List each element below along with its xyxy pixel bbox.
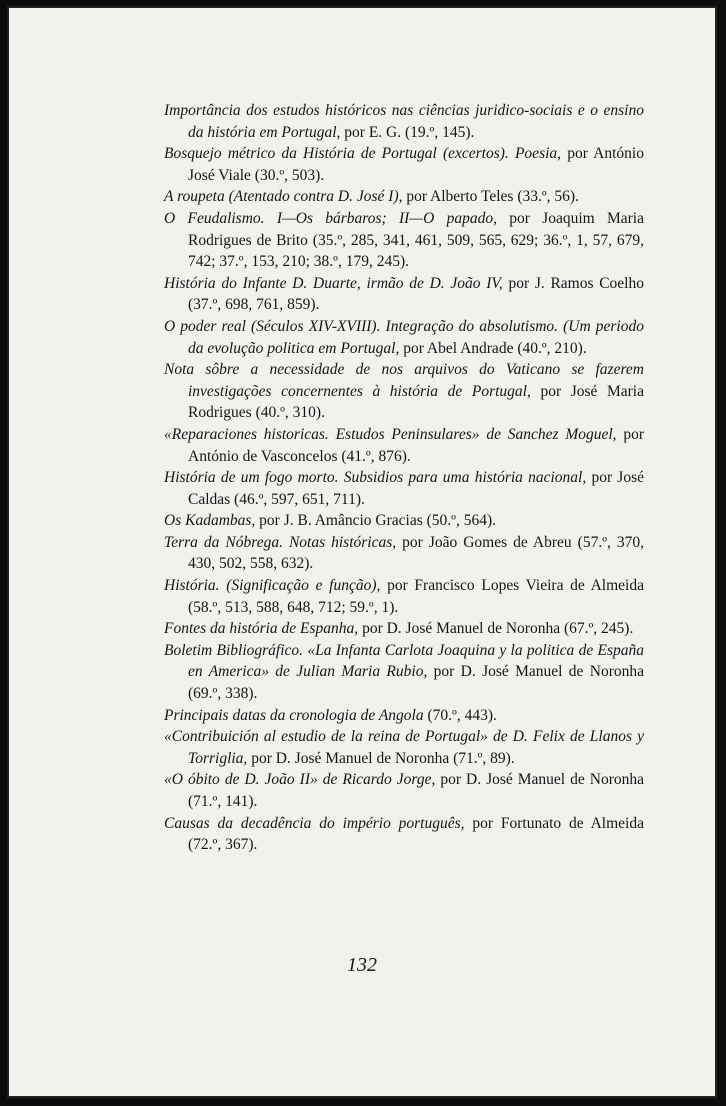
bibliography-entry: [164, 510, 644, 532]
bibliography-entry: [164, 100, 644, 143]
entry-details: por J. Ramos Coelho (37.º, 698, 761, 859).: [188, 274, 644, 314]
entry-details: por E. G. (19.º, 145).: [340, 123, 475, 141]
page: [7, 6, 717, 1098]
entry-title: Terra da Nóbrega. Notas históricas,: [164, 533, 397, 551]
bibliography-entry: [164, 726, 644, 769]
entry-title: Bosquejo métrico da História de Portugal (excertos). Poesia,: [164, 145, 562, 163]
entry-title: Principais datas da cronologia de Angola: [164, 706, 424, 724]
bibliography-entry: [164, 143, 644, 186]
entry-title: Causas da decadência do império português,: [164, 814, 465, 832]
bibliography-entry: [164, 273, 644, 316]
entry-title: Os Kadambas,: [164, 512, 256, 530]
bibliography-entry: [164, 618, 644, 640]
entry-details: por Abel Andrade (40.º, 210).: [399, 339, 587, 357]
entry-details: por João Gomes de Abreu (57.º, 370, 430, 502, 558, 632).: [188, 533, 645, 573]
bibliography-entry: [164, 640, 644, 705]
bibliography-entry: [164, 186, 644, 208]
entry-details: por Francisco Lopes Vieira de Almeida (58.º, 513, 588, 648, 712; 59.º, 1).: [188, 577, 644, 616]
entry-title: O poder real (Séculos XIV-XVIII). Integração do absolutismo. (Um periodo da evolução politica em Portugal,: [164, 317, 644, 357]
bibliography-entry: [164, 359, 644, 424]
bibliography-entry: [164, 705, 644, 727]
entry-details: por D. José Manuel de Noronha (71.º, 89).: [247, 749, 515, 767]
entry-details: por António José Viale (30.º, 503).: [188, 145, 644, 184]
entry-details: por D. José Manuel de Noronha (67.º, 245).: [358, 620, 634, 638]
bibliography-entry: [164, 532, 644, 575]
entry-details: (70.º, 443).: [423, 706, 497, 724]
entry-title: História. (Significação e função),: [164, 577, 381, 595]
bibliography-entry: [164, 467, 644, 510]
entry-title: «Contribuición al estudio de la reina de Portugal» de D. Felix de Llanos y Torriglia,: [164, 728, 644, 767]
bibliography-entry: [164, 769, 644, 812]
entry-details: por José Caldas (46.º, 597, 651, 711).: [188, 469, 645, 508]
entry-details: por António de Vasconcelos (41.º, 876).: [188, 425, 644, 465]
entry-title: História de um fogo morto. Subsidios para uma história nacional,: [164, 469, 587, 487]
bibliography-entry: [164, 208, 644, 273]
entry-title: Nota sôbre a necessidade de nos arquivos do Vaticano se fazerem investigações concernentes à história de Portugal,: [164, 361, 644, 400]
bibliography-entry: [164, 575, 644, 618]
entry-details: por D. José Manuel de Noronha (71.º, 141).: [188, 771, 644, 810]
entry-title: A roupeta (Atentado contra D. José I),: [164, 188, 403, 206]
entry-details: por José Maria Rodrigues (40.º, 310).: [188, 382, 644, 422]
bibliography-entry: [164, 424, 644, 467]
entry-details: por Alberto Teles (33.º, 56).: [402, 188, 579, 206]
page-number: 132: [347, 954, 377, 976]
entry-details: por D. José Manuel de Noronha (69.º, 338).: [188, 663, 644, 703]
entry-title: Fontes da história de Espanha,: [164, 620, 359, 638]
entry-details: por Joaquim Maria Rodrigues de Brito (35.º, 285, 341, 461, 509, 565, 629; 36.º, 1, 57, 679, 742; 37.º, 153, 210; 38.º, 179, 245).: [188, 209, 644, 271]
entry-title: «O óbito de D. João II» de Ricardo Jorge,: [164, 771, 436, 789]
entry-title: O Feudalismo. I—Os bárbaros; II—O papado,: [164, 209, 497, 227]
entry-title: História do Infante D. Duarte, irmão de D. João IV,: [164, 274, 503, 292]
bibliography-entry: [164, 813, 644, 856]
entry-title: Boletim Bibliográfico. «La Infanta Carlota Joaquina y la politica de España en America» de Julian Maria Rubio,: [164, 641, 644, 681]
entry-details: por J. B. Amâncio Gracias (50.º, 564).: [255, 512, 497, 530]
bibliography-entry: [164, 316, 644, 359]
entry-title: «Reparaciones historicas. Estudos Peninsulares» de Sanchez Moguel,: [164, 425, 617, 443]
entry-details: por Fortunato de Almeida (72.º, 367).: [188, 814, 644, 854]
bibliography-list: [164, 100, 644, 856]
entry-title: Importância dos estudos históricos nas ciências juridico-sociais e o ensino da história em Portugal,: [164, 102, 644, 141]
